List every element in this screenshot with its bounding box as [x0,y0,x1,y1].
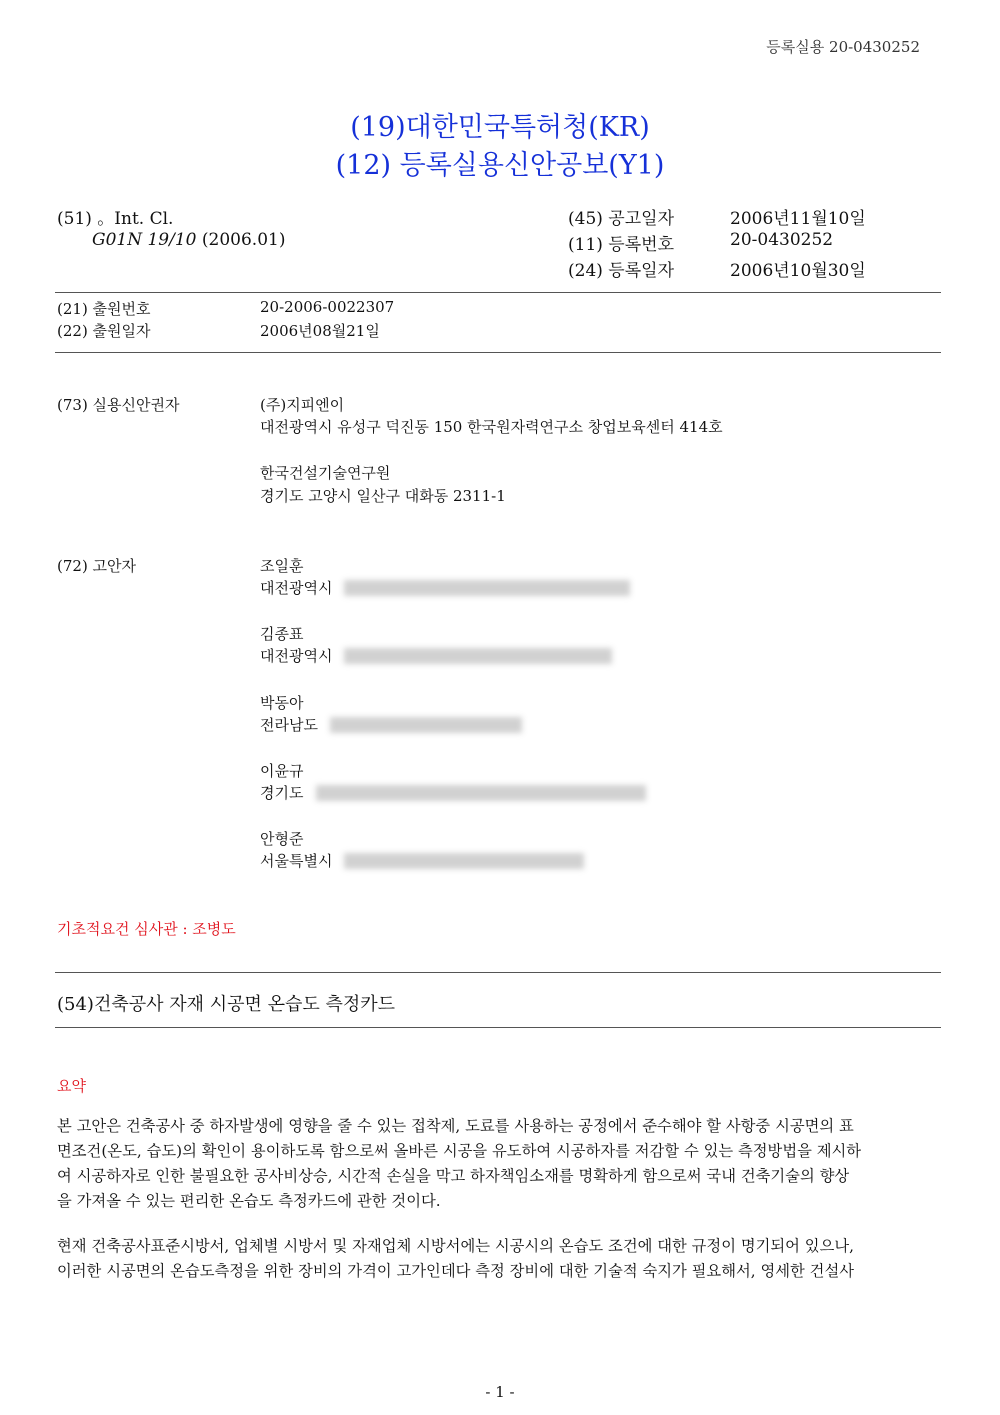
redacted-address [344,853,584,869]
application-date-value: 2006년08월21일 [260,322,380,340]
office-title: (19)대한민국특허청(KR) [350,112,650,143]
document-id: 등록실용 20-0430252 [766,38,920,56]
redacted-address [344,580,630,596]
inventor-region: 대전광역시 [260,647,333,665]
application-number-value: 20-2006-0022307 [260,298,395,316]
page-number: - 1 - [485,1383,515,1401]
application-number-label: (21) 출원번호 [57,300,151,318]
redacted-address [330,717,522,733]
inventor-region: 경기도 [260,784,304,802]
abstract-line: 이러한 시공면의 온습도측정을 위한 장비의 가격이 고가인데다 측정 장비에 대한 기술적 숙지가 필요해서, 영세한 건설사 [57,1262,855,1280]
abstract-paragraph [57,1114,945,1214]
redacted-address [316,785,646,801]
divider [55,1027,941,1028]
abstract-line: 여 시공하자로 인한 불필요한 공사비상승, 시간적 손실을 막고 하자책임소재를 명확하게 함으로써 국내 건축기술의 향상 [57,1167,850,1185]
publication-type-title: (12) 등록실용신안공보(Y1) [335,150,665,181]
abstract-paragraph [57,1234,945,1284]
abstract-line: 본 고안은 건축공사 중 하자발생에 영향을 줄 수 있는 접착제, 도료를 사용하는 공정에서 준수해야 할 사항중 시공면의 표 [57,1117,854,1135]
inventors-label: (72) 고안자 [57,557,137,575]
abstract-line: 현재 건축공사표준시방서, 업체별 시방서 및 자재업체 시방서에는 시공시의 온습도 조건에 대한 규정이 명기되어 있으나, [57,1237,855,1255]
redacted-address [344,648,612,664]
inventor-region: 서울특별시 [260,852,333,870]
ipc-version: (2006.01) [201,230,286,250]
abstract-heading: 요약 [57,1077,86,1095]
inventor-name: 조일훈 [260,557,304,575]
ipc-code: G01N 19/10 [92,230,197,250]
ipc-label: (51) 。Int. Cl. [57,209,174,229]
application-date-label: (22) 출원일자 [57,322,151,340]
registration-number-value: 20-0430252 [730,230,834,250]
holder-name: (주)지피엔이 [260,396,345,414]
inventor-name: 김종표 [260,625,304,643]
holder-name: 한국건설기술연구원 [260,464,391,482]
holder-address: 대전광역시 유성구 덕진동 150 한국원자력연구소 창업보육센터 414호 [260,418,723,436]
inventor-name: 박동아 [260,694,304,712]
publication-date-value: 2006년11월10일 [730,209,866,229]
registration-number-label: (11) 등록번호 [568,235,674,255]
divider [55,972,941,973]
inventor-region: 전라남도 [260,716,318,734]
holders-label: (73) 실용신안권자 [57,396,180,414]
publication-date-label: (45) 공고일자 [568,209,674,229]
examiner: 기초적요건 심사관 : 조병도 [57,920,236,938]
abstract-line: 면조건(온도, 습도)의 확인이 용이하도록 함으로써 올바른 시공을 유도하여 시공하자를 저감할 수 있는 측정방법을 제시하 [57,1142,862,1160]
abstract-line: 을 가져올 수 있는 편리한 온습도 측정카드에 관한 것이다. [57,1192,441,1210]
inventor-name: 안형준 [260,830,304,848]
invention-title: (54)건축공사 자재 시공면 온습도 측정카드 [57,994,396,1015]
holder-address: 경기도 고양시 일산구 대화동 2311-1 [260,487,506,505]
registration-date-value: 2006년10월30일 [730,261,866,281]
registration-date-label: (24) 등록일자 [568,261,674,281]
inventor-name: 이윤규 [260,762,304,780]
divider [55,292,941,293]
divider [55,352,941,353]
inventor-region: 대전광역시 [260,579,333,597]
ipc-entry [92,230,285,250]
